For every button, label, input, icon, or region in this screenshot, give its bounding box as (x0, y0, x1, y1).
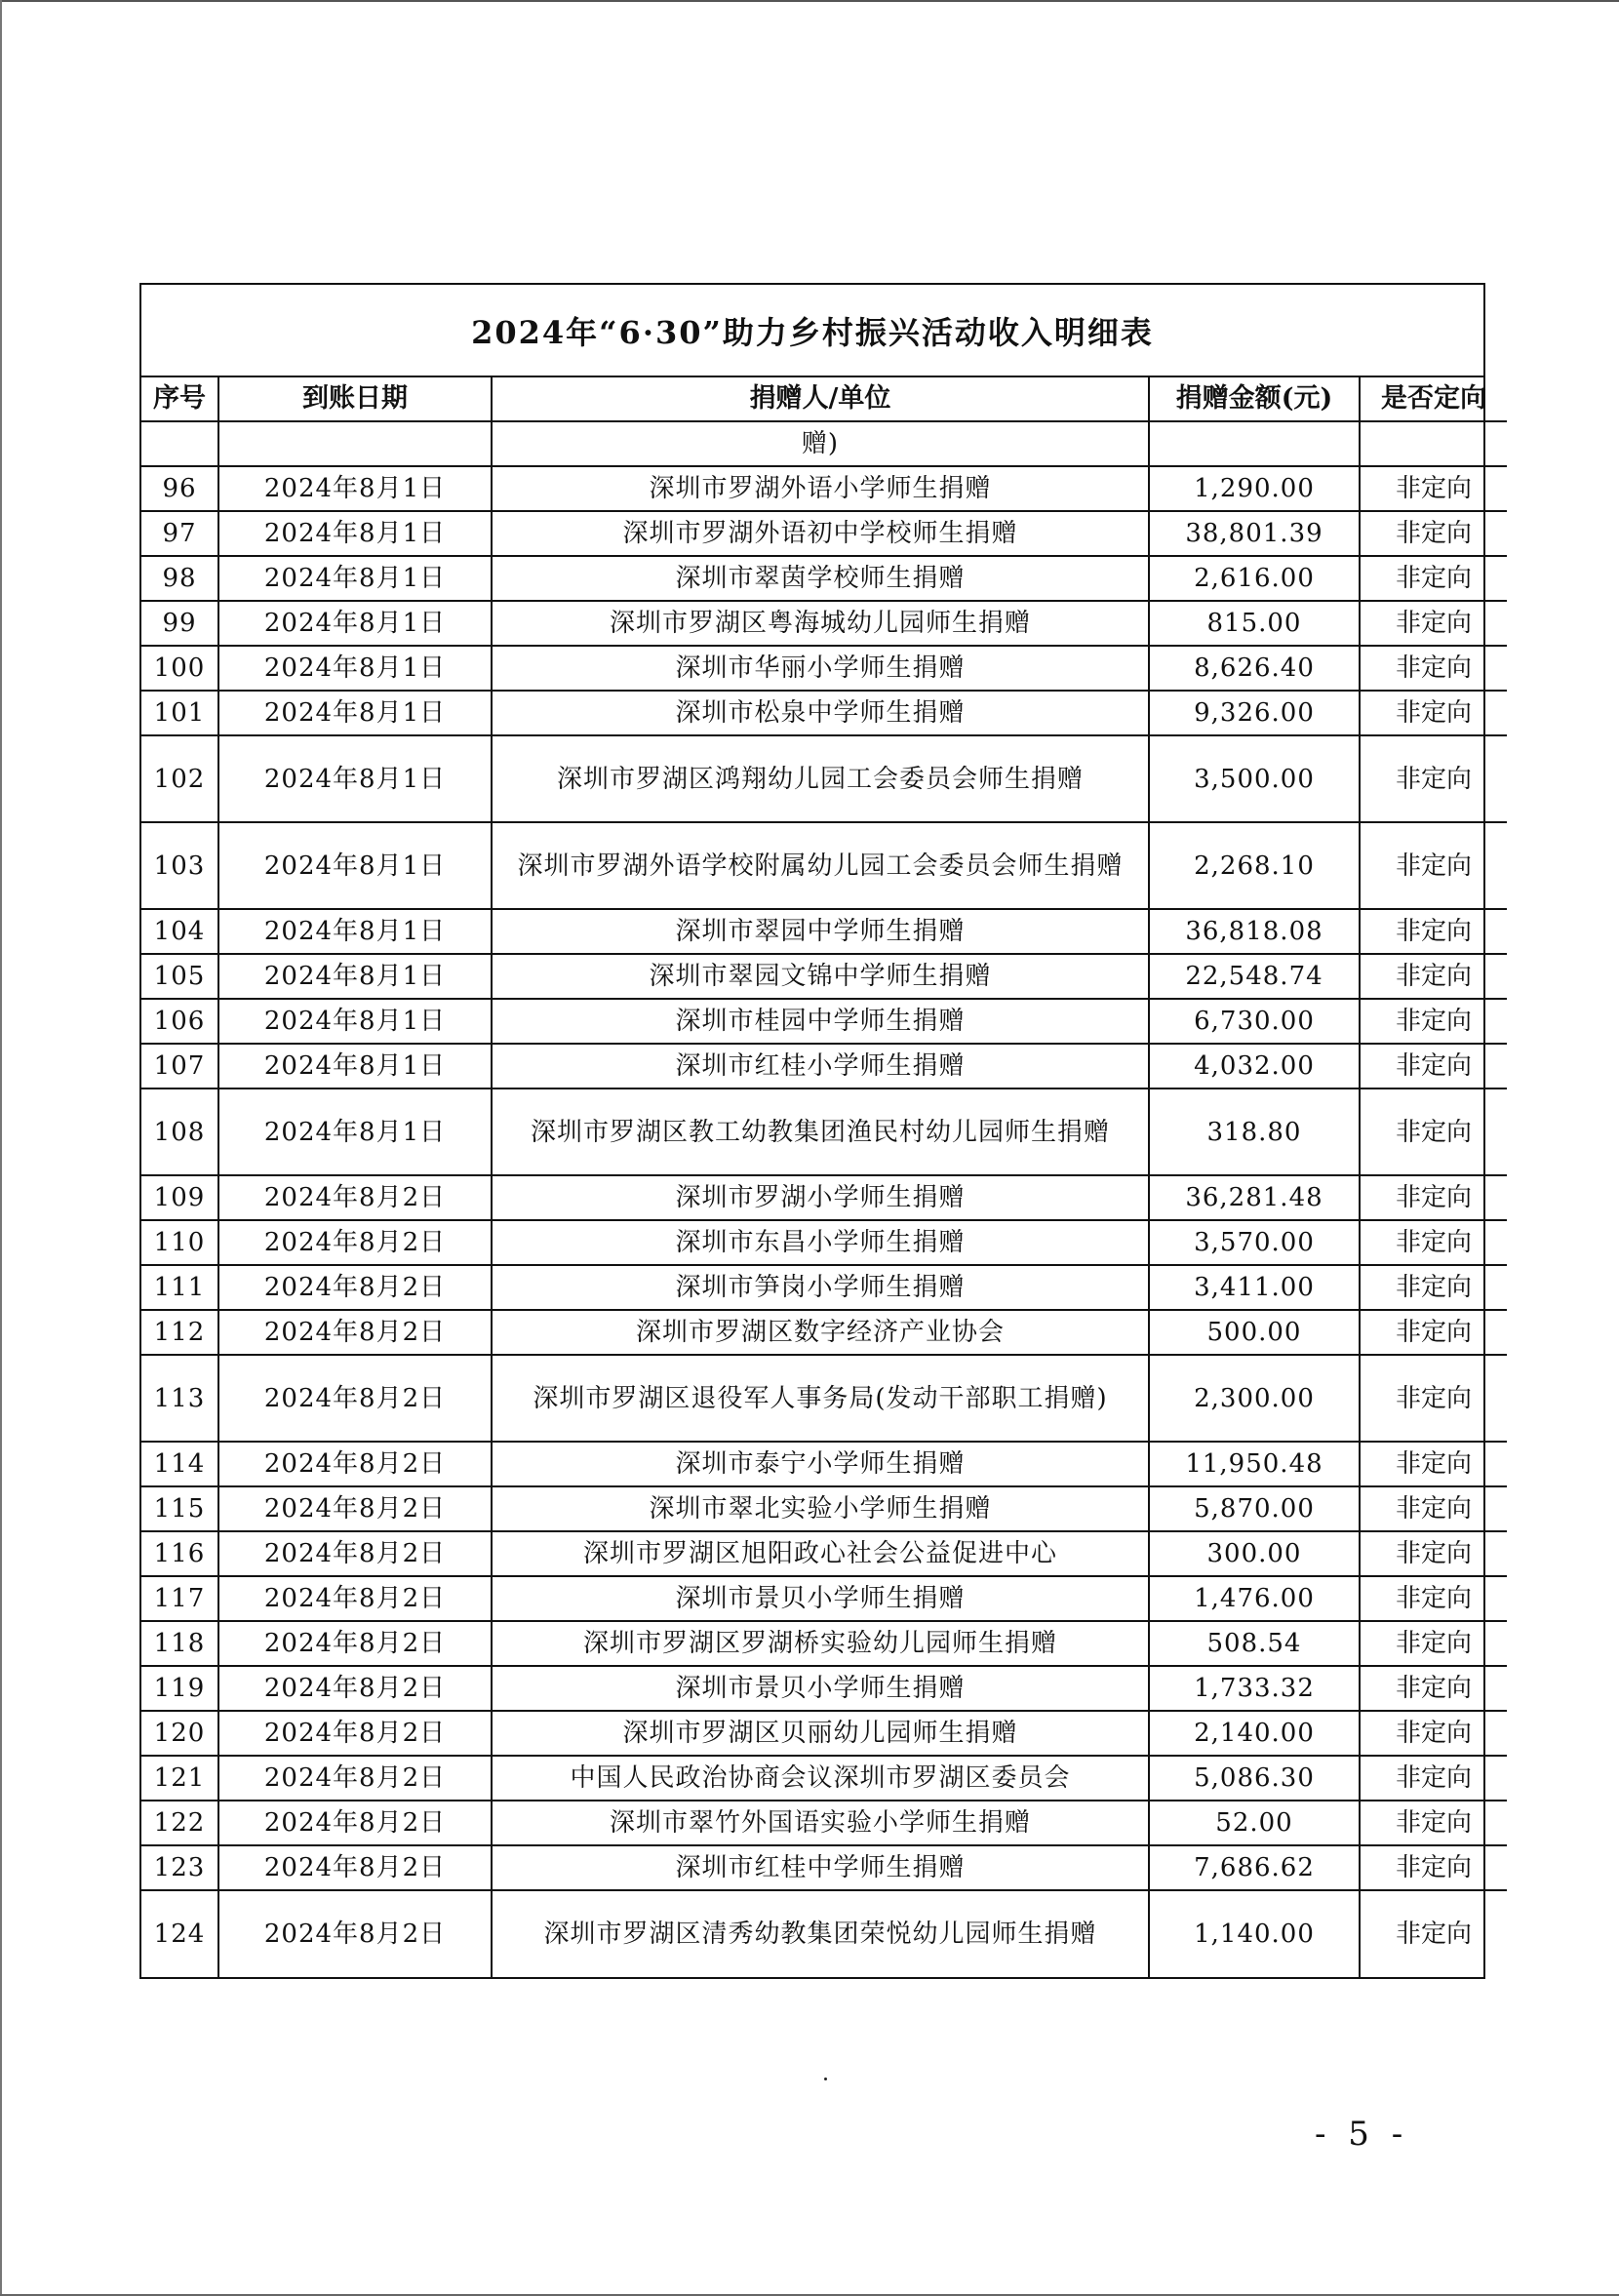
table-row (141, 1576, 1507, 1621)
cell-date: 2024年8月2日 (218, 1666, 492, 1711)
cell-amount: 1,733.32 (1149, 1666, 1360, 1711)
cell-amount: 508.54 (1149, 1621, 1360, 1666)
cell-donor: 深圳市笋岗小学师生捐赠 (492, 1265, 1149, 1310)
cell-directed: 非定向 (1360, 1175, 1507, 1220)
cell-directed: 非定向 (1360, 1576, 1507, 1621)
table-row (141, 691, 1507, 735)
table-body (141, 421, 1507, 1977)
cell-amount: 52.00 (1149, 1801, 1360, 1845)
cell-no: 122 (141, 1801, 218, 1845)
table-row (141, 1845, 1507, 1890)
cell-amount: 815.00 (1149, 601, 1360, 646)
cell-donor: 深圳市翠园文锦中学师生捐赠 (492, 954, 1149, 999)
cell-amount: 36,818.08 (1149, 909, 1360, 954)
cell-amount: 8,626.40 (1149, 646, 1360, 691)
cell-amount: 7,686.62 (1149, 1845, 1360, 1890)
cell-amount: 1,476.00 (1149, 1576, 1360, 1621)
cell-amount: 1,290.00 (1149, 466, 1360, 511)
table-row (141, 822, 1507, 909)
table-row (141, 1890, 1507, 1977)
cell-date: 2024年8月2日 (218, 1355, 492, 1442)
cell-directed: 非定向 (1360, 1486, 1507, 1531)
cell-date: 2024年8月2日 (218, 1621, 492, 1666)
cell-date: 2024年8月2日 (218, 1756, 492, 1801)
cell-amount: 22,548.74 (1149, 954, 1360, 999)
cell-no: 120 (141, 1711, 218, 1756)
header-donor: 捐赠人/单位 (492, 377, 1149, 421)
carryover-row (141, 421, 1507, 466)
cell-no: 98 (141, 556, 218, 601)
cell-date: 2024年8月2日 (218, 1220, 492, 1265)
cell-no: 111 (141, 1265, 218, 1310)
cell-donor: 深圳市泰宁小学师生捐赠 (492, 1442, 1149, 1486)
cell-amount: 5,086.30 (1149, 1756, 1360, 1801)
cell-date: 2024年8月1日 (218, 511, 492, 556)
table-row (141, 1220, 1507, 1265)
cell-donor: 深圳市罗湖区清秀幼教集团荣悦幼儿园师生捐赠 (492, 1890, 1149, 1977)
table-row (141, 466, 1507, 511)
cell-no: 102 (141, 735, 218, 822)
cell-date: 2024年8月1日 (218, 999, 492, 1044)
scan-speck (824, 2078, 827, 2080)
table-title: 2024年“6·30”助力乡村振兴活动收入明细表 (141, 285, 1483, 377)
table-row (141, 1442, 1507, 1486)
cell-amount: 3,500.00 (1149, 735, 1360, 822)
cell-date: 2024年8月1日 (218, 646, 492, 691)
table-row (141, 1486, 1507, 1531)
table-row (141, 1711, 1507, 1756)
cell-date: 2024年8月2日 (218, 1486, 492, 1531)
carryover-date (218, 421, 492, 466)
cell-donor: 深圳市罗湖小学师生捐赠 (492, 1175, 1149, 1220)
cell-donor: 深圳市华丽小学师生捐赠 (492, 646, 1149, 691)
cell-amount: 318.80 (1149, 1089, 1360, 1175)
carryover-directed (1360, 421, 1507, 466)
cell-donor: 深圳市景贝小学师生捐赠 (492, 1576, 1149, 1621)
cell-directed: 非定向 (1360, 1666, 1507, 1711)
cell-amount: 5,870.00 (1149, 1486, 1360, 1531)
table-row (141, 1089, 1507, 1175)
header-row (141, 377, 1507, 421)
cell-donor: 深圳市桂园中学师生捐赠 (492, 999, 1149, 1044)
header-no: 序号 (141, 377, 218, 421)
table-row (141, 1265, 1507, 1310)
cell-donor: 中国人民政治协商会议深圳市罗湖区委员会 (492, 1756, 1149, 1801)
cell-no: 114 (141, 1442, 218, 1486)
cell-date: 2024年8月1日 (218, 1089, 492, 1175)
cell-directed: 非定向 (1360, 954, 1507, 999)
cell-date: 2024年8月1日 (218, 691, 492, 735)
cell-no: 106 (141, 999, 218, 1044)
cell-date: 2024年8月1日 (218, 1044, 492, 1089)
cell-amount: 2,300.00 (1149, 1355, 1360, 1442)
cell-no: 107 (141, 1044, 218, 1089)
cell-date: 2024年8月2日 (218, 1890, 492, 1977)
cell-amount: 9,326.00 (1149, 691, 1360, 735)
cell-no: 100 (141, 646, 218, 691)
cell-date: 2024年8月1日 (218, 466, 492, 511)
cell-amount: 11,950.48 (1149, 1442, 1360, 1486)
cell-amount: 2,140.00 (1149, 1711, 1360, 1756)
cell-no: 124 (141, 1890, 218, 1977)
cell-donor: 深圳市景贝小学师生捐赠 (492, 1666, 1149, 1711)
cell-donor: 深圳市罗湖区数字经济产业协会 (492, 1310, 1149, 1355)
cell-amount: 3,570.00 (1149, 1220, 1360, 1265)
cell-date: 2024年8月2日 (218, 1531, 492, 1576)
cell-amount: 2,616.00 (1149, 556, 1360, 601)
cell-no: 108 (141, 1089, 218, 1175)
cell-directed: 非定向 (1360, 1845, 1507, 1890)
header-date: 到账日期 (218, 377, 492, 421)
cell-donor: 深圳市松泉中学师生捐赠 (492, 691, 1149, 735)
table-row (141, 1531, 1507, 1576)
cell-donor: 深圳市罗湖区贝丽幼儿园师生捐赠 (492, 1711, 1149, 1756)
income-detail-table-container (139, 283, 1485, 1979)
cell-donor: 深圳市翠北实验小学师生捐赠 (492, 1486, 1149, 1531)
cell-date: 2024年8月2日 (218, 1442, 492, 1486)
table-row (141, 556, 1507, 601)
cell-directed: 非定向 (1360, 1265, 1507, 1310)
scan-edge-left (0, 0, 2, 2296)
cell-date: 2024年8月1日 (218, 556, 492, 601)
cell-no: 110 (141, 1220, 218, 1265)
cell-date: 2024年8月2日 (218, 1265, 492, 1310)
cell-no: 104 (141, 909, 218, 954)
table-row (141, 1756, 1507, 1801)
cell-date: 2024年8月1日 (218, 601, 492, 646)
cell-date: 2024年8月2日 (218, 1175, 492, 1220)
cell-no: 103 (141, 822, 218, 909)
cell-amount: 38,801.39 (1149, 511, 1360, 556)
cell-no: 116 (141, 1531, 218, 1576)
cell-donor: 深圳市罗湖区鸿翔幼儿园工会委员会师生捐赠 (492, 735, 1149, 822)
cell-amount: 300.00 (1149, 1531, 1360, 1576)
cell-date: 2024年8月2日 (218, 1310, 492, 1355)
cell-amount: 500.00 (1149, 1310, 1360, 1355)
cell-directed: 非定向 (1360, 691, 1507, 735)
cell-no: 123 (141, 1845, 218, 1890)
table-row (141, 735, 1507, 822)
cell-donor: 深圳市红桂小学师生捐赠 (492, 1044, 1149, 1089)
cell-directed: 非定向 (1360, 1756, 1507, 1801)
cell-no: 117 (141, 1576, 218, 1621)
cell-donor: 深圳市罗湖区罗湖桥实验幼儿园师生捐赠 (492, 1621, 1149, 1666)
table-row (141, 1666, 1507, 1711)
cell-amount: 6,730.00 (1149, 999, 1360, 1044)
cell-donor: 深圳市东昌小学师生捐赠 (492, 1220, 1149, 1265)
cell-date: 2024年8月1日 (218, 735, 492, 822)
cell-donor: 深圳市罗湖外语初中学校师生捐赠 (492, 511, 1149, 556)
table-row (141, 999, 1507, 1044)
cell-donor: 深圳市罗湖区粤海城幼儿园师生捐赠 (492, 601, 1149, 646)
cell-no: 101 (141, 691, 218, 735)
table-row (141, 646, 1507, 691)
table-row (141, 1310, 1507, 1355)
cell-directed: 非定向 (1360, 646, 1507, 691)
table-row (141, 909, 1507, 954)
table-row (141, 511, 1507, 556)
cell-amount: 2,268.10 (1149, 822, 1360, 909)
scan-edge-top (0, 0, 1619, 2)
cell-no: 119 (141, 1666, 218, 1711)
cell-amount: 4,032.00 (1149, 1044, 1360, 1089)
cell-no: 121 (141, 1756, 218, 1801)
cell-no: 118 (141, 1621, 218, 1666)
cell-date: 2024年8月1日 (218, 954, 492, 999)
cell-directed: 非定向 (1360, 735, 1507, 822)
table-row (141, 1175, 1507, 1220)
cell-donor: 深圳市翠竹外国语实验小学师生捐赠 (492, 1801, 1149, 1845)
cell-amount: 1,140.00 (1149, 1890, 1360, 1977)
page-number: - 5 - (1315, 2115, 1409, 2154)
cell-directed: 非定向 (1360, 1621, 1507, 1666)
cell-no: 112 (141, 1310, 218, 1355)
cell-no: 115 (141, 1486, 218, 1531)
cell-directed: 非定向 (1360, 1442, 1507, 1486)
cell-amount: 3,411.00 (1149, 1265, 1360, 1310)
cell-directed: 非定向 (1360, 511, 1507, 556)
cell-amount: 36,281.48 (1149, 1175, 1360, 1220)
cell-directed: 非定向 (1360, 1310, 1507, 1355)
cell-donor: 深圳市罗湖区教工幼教集团渔民村幼儿园师生捐赠 (492, 1089, 1149, 1175)
cell-no: 97 (141, 511, 218, 556)
cell-donor: 深圳市翠园中学师生捐赠 (492, 909, 1149, 954)
cell-directed: 非定向 (1360, 1220, 1507, 1265)
table-row (141, 1044, 1507, 1089)
cell-date: 2024年8月1日 (218, 909, 492, 954)
income-detail-table (141, 377, 1507, 1977)
header-directed: 是否定向 (1360, 377, 1507, 421)
cell-directed: 非定向 (1360, 1044, 1507, 1089)
carryover-no (141, 421, 218, 466)
cell-directed: 非定向 (1360, 822, 1507, 909)
cell-date: 2024年8月2日 (218, 1576, 492, 1621)
table-row (141, 954, 1507, 999)
carryover-amount (1149, 421, 1360, 466)
cell-directed: 非定向 (1360, 1711, 1507, 1756)
cell-directed: 非定向 (1360, 999, 1507, 1044)
cell-donor: 深圳市红桂中学师生捐赠 (492, 1845, 1149, 1890)
cell-date: 2024年8月1日 (218, 822, 492, 909)
cell-no: 105 (141, 954, 218, 999)
cell-donor: 深圳市罗湖区旭阳政心社会公益促进中心 (492, 1531, 1149, 1576)
cell-directed: 非定向 (1360, 1355, 1507, 1442)
cell-donor: 深圳市罗湖外语小学师生捐赠 (492, 466, 1149, 511)
cell-directed: 非定向 (1360, 1089, 1507, 1175)
cell-date: 2024年8月2日 (218, 1845, 492, 1890)
cell-no: 99 (141, 601, 218, 646)
cell-no: 96 (141, 466, 218, 511)
cell-no: 109 (141, 1175, 218, 1220)
cell-directed: 非定向 (1360, 466, 1507, 511)
cell-directed: 非定向 (1360, 909, 1507, 954)
cell-donor: 深圳市翠茵学校师生捐赠 (492, 556, 1149, 601)
cell-date: 2024年8月2日 (218, 1711, 492, 1756)
cell-directed: 非定向 (1360, 1801, 1507, 1845)
table-row (141, 601, 1507, 646)
cell-donor: 深圳市罗湖区退役军人事务局(发动干部职工捐赠) (492, 1355, 1149, 1442)
carryover-donor: 赠) (492, 421, 1149, 466)
cell-directed: 非定向 (1360, 601, 1507, 646)
cell-directed: 非定向 (1360, 1531, 1507, 1576)
cell-directed: 非定向 (1360, 1890, 1507, 1977)
table-row (141, 1355, 1507, 1442)
cell-donor: 深圳市罗湖外语学校附属幼儿园工会委员会师生捐赠 (492, 822, 1149, 909)
cell-no: 113 (141, 1355, 218, 1442)
table-row (141, 1801, 1507, 1845)
cell-directed: 非定向 (1360, 556, 1507, 601)
cell-date: 2024年8月2日 (218, 1801, 492, 1845)
header-amount: 捐赠金额(元) (1149, 377, 1360, 421)
table-row (141, 1621, 1507, 1666)
